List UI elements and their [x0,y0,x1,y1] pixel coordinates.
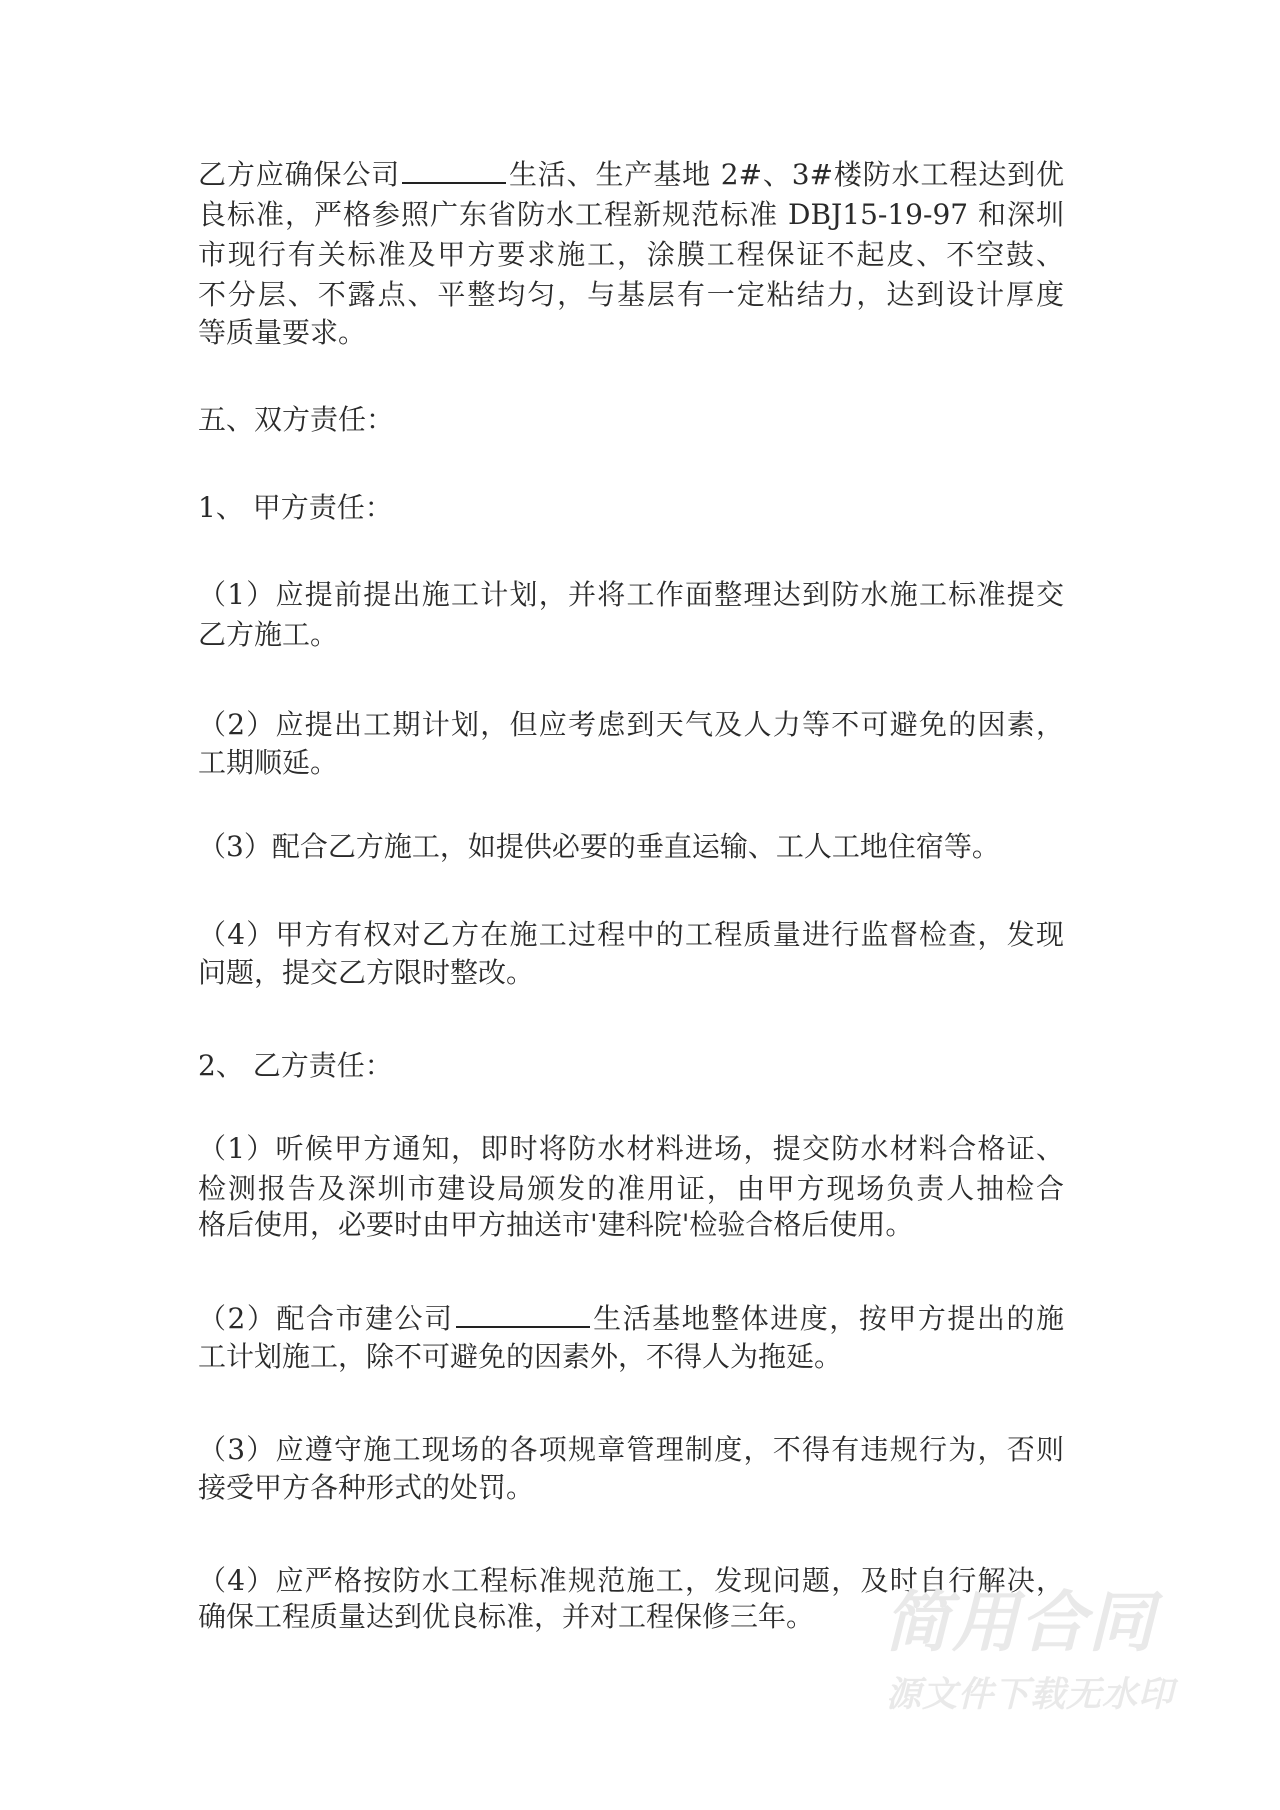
text-segment: 乙方应确保公司 [198,158,401,191]
party-b-item-4-line-1: （4）应严格按防水工程标准规范施工，发现问题，及时自行解决， [198,1564,1064,1597]
party-a-item-3-line-1: （3）配合乙方施工，如提供必要的垂直运输、工人工地住宿等。 [198,830,1000,863]
party-b-item-2-line-2: 工计划施工，除不可避免的因素外，不得人为拖延。 [198,1340,843,1373]
party-a-item-2-line-2: 工期顺延。 [198,746,339,779]
party-b-heading: 2、 乙方责任： [198,1049,393,1082]
party-b-item-1-line-2: 检测报告及深圳市建设局颁发的准用证，由甲方现场负责人抽检合 [198,1172,1064,1205]
party-a-item-1-line-1: （1）应提前提出施工计划，并将工作面整理达到防水施工标准提交 [198,578,1064,611]
paragraph-quality-line-5: 等质量要求。 [198,316,367,349]
paragraph-quality-line-1 [198,155,1064,195]
text-segment: 生活、生产基地 2#、3#楼防水工程达到优 [508,158,1064,191]
paragraph-quality-line-4: 不分层、不露点、平整均匀，与基层有一定粘结力，达到设计厚度 [198,278,1064,311]
party-b-item-3-line-1: （3）应遵守施工现场的各项规章管理制度，不得有违规行为，否则 [198,1433,1064,1466]
party-b-item-2-line-1 [198,1299,1064,1339]
party-a-item-4-line-1: （4）甲方有权对乙方在施工过程中的工程质量进行监督检查，发现 [198,918,1064,951]
party-b-item-1-line-1: （1）听候甲方通知，即时将防水材料进场，提交防水材料合格证、 [198,1132,1064,1165]
party-b-item-1-line-3: 格后使用，必要时由甲方抽送市'建科院'检验合格后使用。 [198,1208,914,1241]
party-a-heading: 1、 甲方责任： [198,491,393,524]
party-a-item-4-line-2: 问题，提交乙方限时整改。 [198,956,535,989]
paragraph-quality-line-3: 市现行有关标准及甲方要求施工，涂膜工程保证不起皮、不空鼓、 [198,238,1064,271]
party-a-item-2-line-1: （2）应提出工期计划，但应考虑到天气及人力等不可避免的因素， [198,708,1064,741]
party-b-item-3-line-2: 接受甲方各种形式的处罚。 [198,1471,535,1504]
text-segment: 生活基地整体进度，按甲方提出的施 [591,1302,1064,1335]
watermark-title: 简用合同 [884,1584,1156,1661]
party-a-item-1-line-2: 乙方施工。 [198,618,339,651]
watermark-subtitle: 源文件下载无水印 [886,1675,1175,1715]
section-heading-mutual-responsibilities: 五、双方责任： [198,403,395,436]
text-segment: （2）配合市建公司 [198,1302,454,1335]
paragraph-quality-line-2: 良标准，严格参照广东省防水工程新规范标准 DBJ15-19-97 和深圳 [198,198,1064,231]
party-b-item-4-line-2: 确保工程质量达到优良标准，并对工程保修三年。 [198,1600,815,1633]
fill-in-blank-company[interactable] [456,1302,590,1328]
fill-in-blank-company[interactable] [402,158,506,184]
